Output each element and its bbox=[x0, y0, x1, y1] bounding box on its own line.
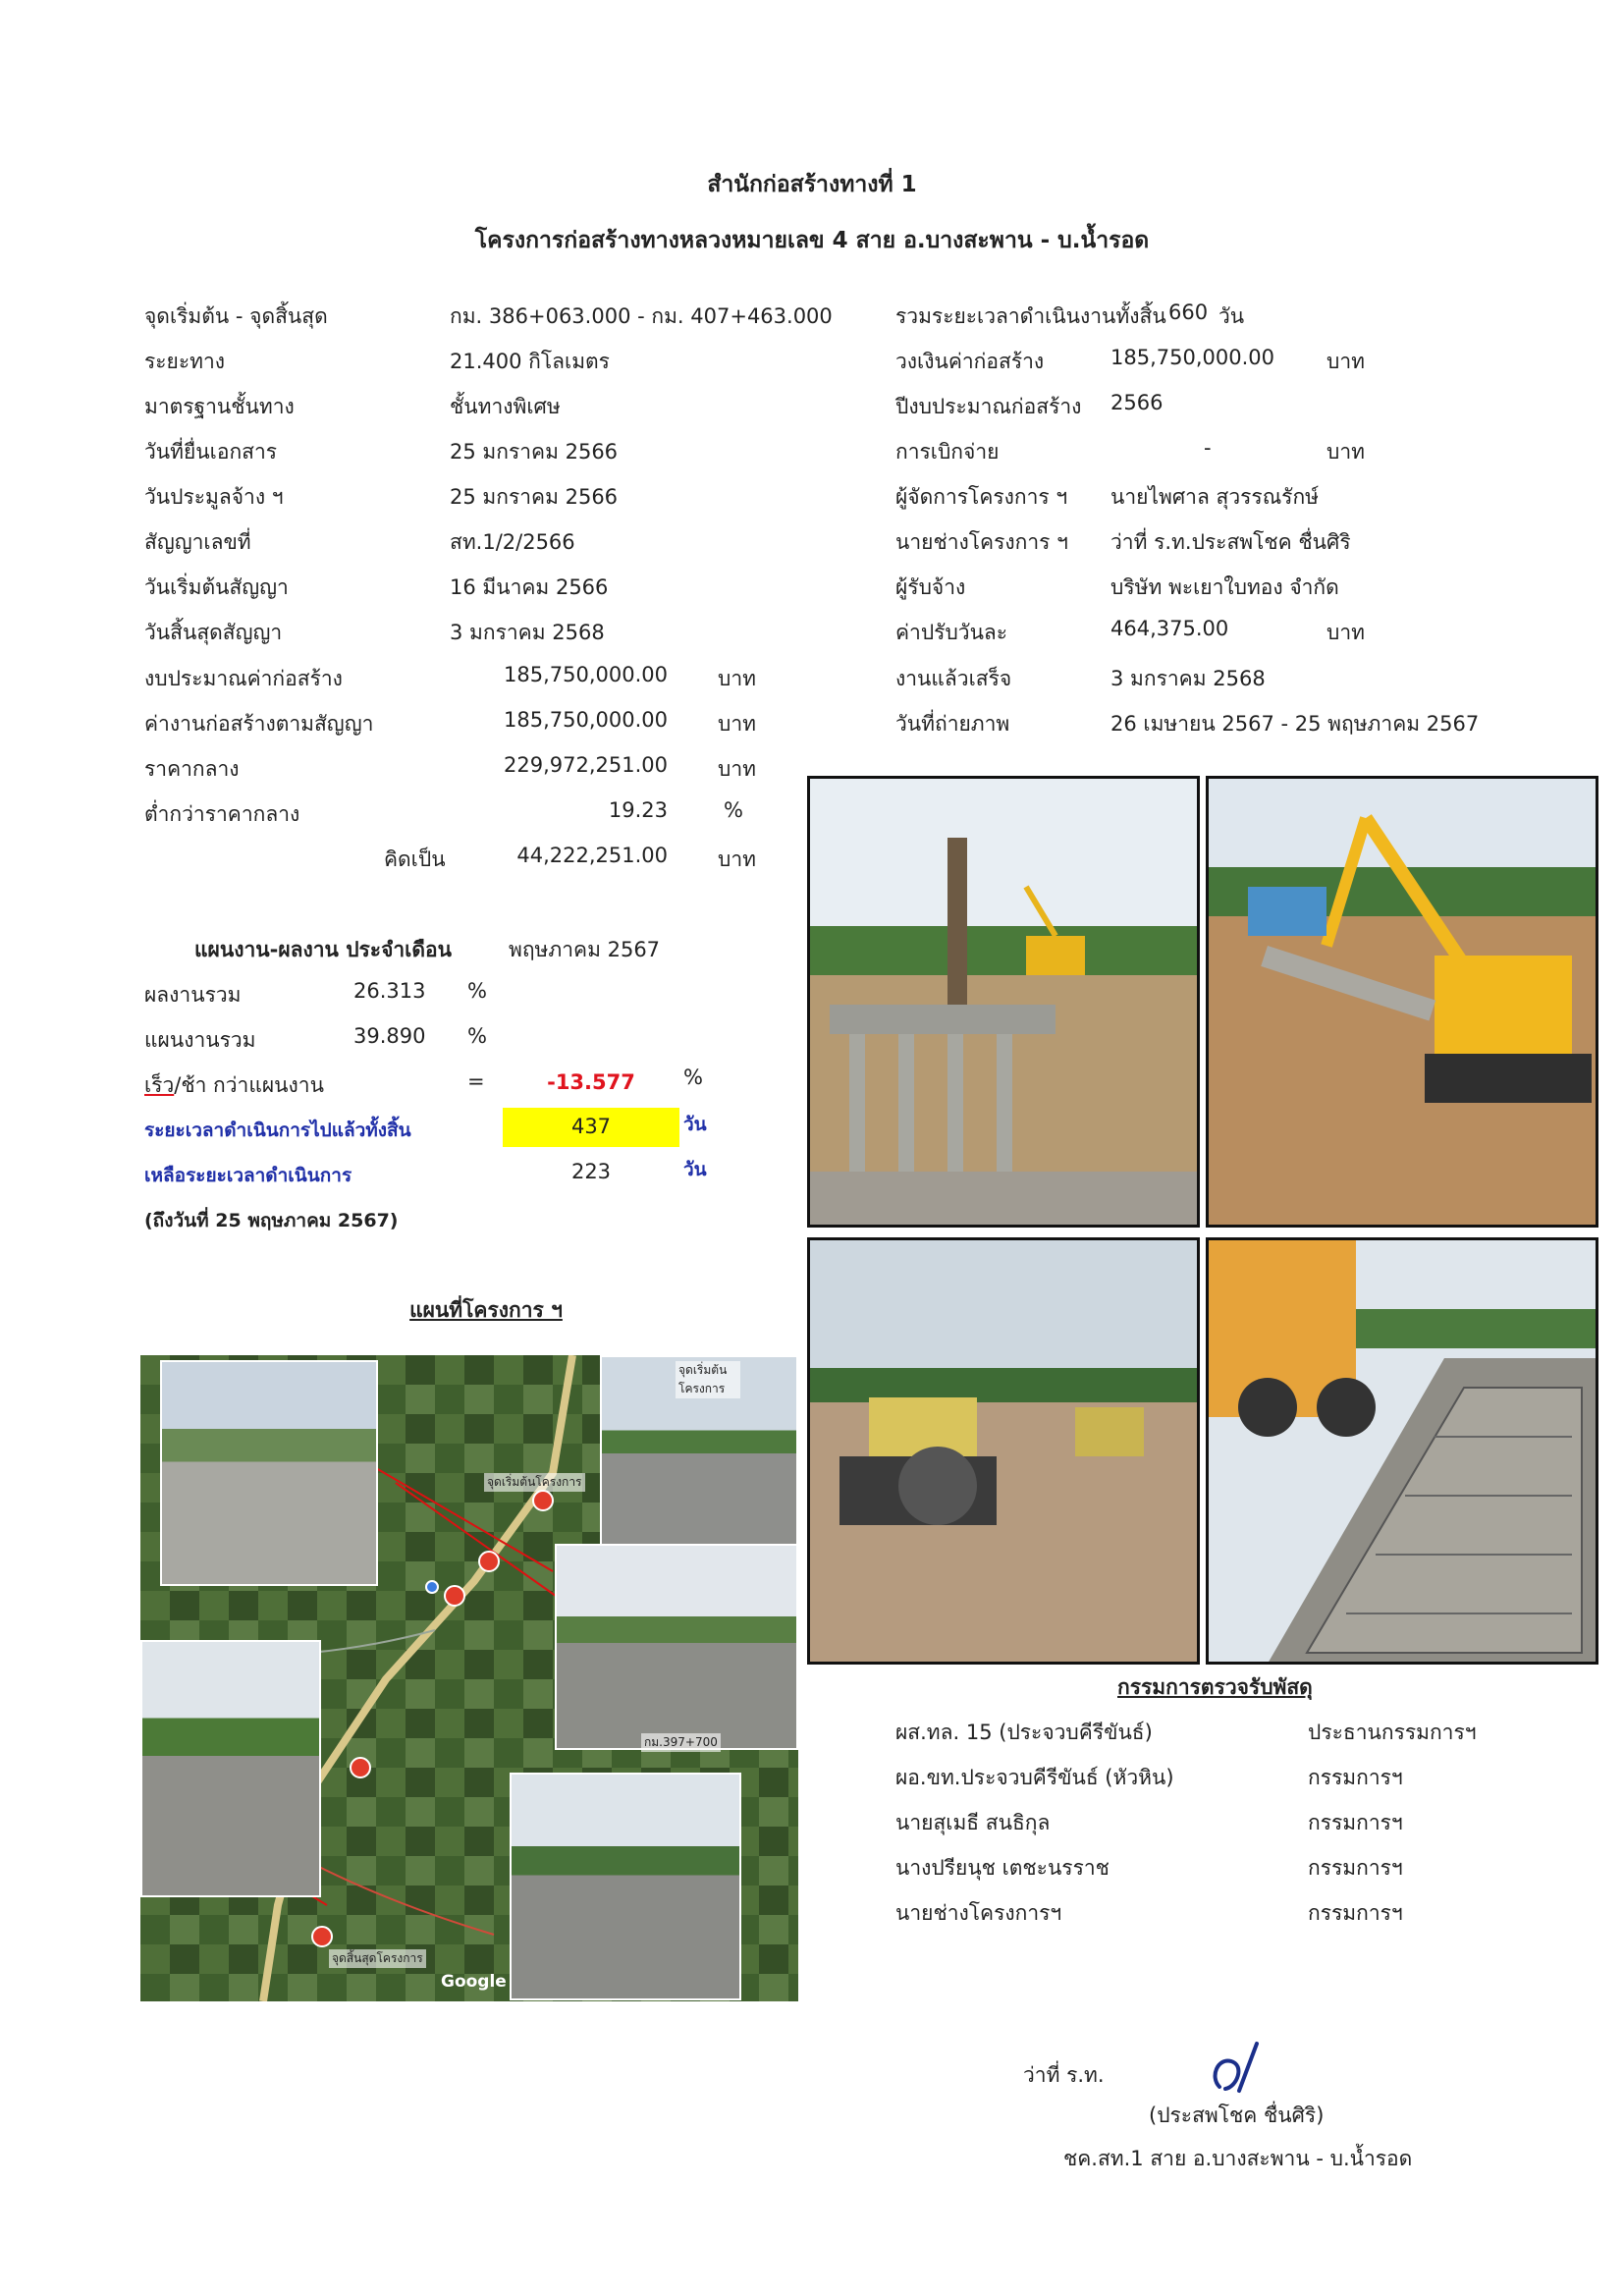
project-map bbox=[140, 1355, 798, 2001]
right-value: 26 เมษายน 2567 - 25 พฤษภาคม 2567 bbox=[1110, 712, 1480, 736]
map-inset-photo bbox=[510, 1773, 741, 2000]
budget-label: งบประมาณค่าก่อสร้าง bbox=[144, 667, 343, 690]
budget-label: ต่ำกว่าราคากลาง bbox=[144, 802, 300, 826]
excavator-graphic bbox=[1209, 779, 1597, 1227]
remaining-unit: วัน bbox=[683, 1159, 707, 1180]
info-label: วันประมูลจ้าง ฯ bbox=[144, 485, 284, 509]
committee-member-role: กรรมการฯ bbox=[1308, 1811, 1403, 1834]
budget-unit: % bbox=[724, 798, 743, 822]
right-value: - bbox=[1204, 436, 1212, 460]
start-inset-label: จุดเริ่มต้น โครงการ bbox=[676, 1361, 740, 1398]
concrete-pour-graphic bbox=[1209, 1240, 1597, 1664]
plan-value: 39.890 bbox=[353, 1024, 426, 1048]
committee-member-role: กรรมการฯ bbox=[1308, 1856, 1403, 1880]
right-label: ผู้รับจ้าง bbox=[895, 575, 966, 599]
info-value: ชั้นทางพิเศษ bbox=[450, 395, 561, 418]
budget-unit: บาท bbox=[718, 712, 756, 736]
map-inset-photo bbox=[140, 1640, 321, 1897]
right-unit: บาท bbox=[1326, 440, 1365, 464]
right-unit: บาท bbox=[1326, 350, 1365, 373]
end-point-label: จุดสิ้นสุดโครงการ bbox=[329, 1949, 426, 1968]
remaining-value: 223 bbox=[570, 1160, 612, 1183]
elapsed-value: 437 bbox=[570, 1115, 612, 1138]
signature-prefix: ว่าที่ ร.ท. bbox=[1023, 2063, 1105, 2087]
committee-member-name: นายช่างโครงการฯ bbox=[895, 1901, 1062, 1925]
remaining-label: เหลือระยะเวลาดำเนินการ bbox=[144, 1165, 352, 1186]
info-value: สท.1/2/2566 bbox=[450, 530, 575, 554]
info-label: ระยะทาง bbox=[144, 350, 226, 373]
info-label: จุดเริ่มต้น - จุดสิ้นสุด bbox=[144, 304, 328, 328]
info-label: วันเริ่มต้นสัญญา bbox=[144, 575, 289, 599]
map-heading: แผนที่โครงการ ฯ bbox=[409, 1298, 563, 1322]
google-logo: Google bbox=[441, 1972, 507, 1992]
right-value: นายไพศาล สุวรรณรักษ์ bbox=[1110, 485, 1320, 509]
map-inset-photo bbox=[600, 1355, 798, 1552]
right-value: 185,750,000.00 bbox=[1110, 346, 1274, 369]
office-title: สำนักก่อสร้างทางที่ 1 bbox=[707, 172, 917, 197]
info-label: วันที่ยื่นเอกสาร bbox=[144, 440, 278, 464]
committee-member-name: ผส.ทล. 15 (ประจวบคีรีขันธ์) bbox=[895, 1721, 1153, 1744]
plan-unit: % bbox=[467, 1024, 487, 1048]
info-label: มาตรฐานชั้นทาง bbox=[144, 395, 295, 418]
total-duration-value: 660 bbox=[1168, 301, 1209, 324]
info-label: วันสิ้นสุดสัญญา bbox=[144, 621, 283, 644]
budget-label: คิดเป็น bbox=[384, 847, 446, 871]
committee-heading: กรรมการตรวจรับพัสดุ bbox=[1117, 1675, 1313, 1699]
start-point-label: จุดเริ่มต้นโครงการ bbox=[484, 1473, 585, 1492]
right-label: งานแล้วเสร็จ bbox=[895, 667, 1012, 690]
budget-value: 44,222,251.00 bbox=[516, 844, 668, 867]
budget-value: 185,750,000.00 bbox=[504, 663, 668, 686]
info-value: 16 มีนาคม 2566 bbox=[450, 575, 609, 599]
elapsed-label: ระยะเวลาดำเนินการไปแล้วทั้งสิ้น bbox=[144, 1120, 411, 1141]
committee-member-name: ผอ.ขท.ประจวบคีรีขันธ์ (หัวหิน) bbox=[895, 1766, 1174, 1789]
budget-value: 185,750,000.00 bbox=[504, 708, 668, 732]
right-value: 464,375.00 bbox=[1110, 617, 1229, 640]
right-label: ผู้จัดการโครงการ ฯ bbox=[895, 485, 1068, 509]
plan-label: แผนงานรวม bbox=[144, 1028, 256, 1052]
diff-unit: % bbox=[683, 1066, 703, 1089]
right-value: บริษัท พะเยาใบทอง จำกัด bbox=[1110, 575, 1339, 599]
committee-member-role: ประธานกรรมการฯ bbox=[1308, 1721, 1477, 1744]
signature-position: ชค.สท.1 สาย อ.บางสะพาน - บ.น้ำรอด bbox=[1063, 2147, 1413, 2170]
budget-value: 19.23 bbox=[608, 798, 668, 822]
actual-label: ผลงานรวม bbox=[144, 983, 242, 1007]
as-of-date: (ถึงวันที่ 25 พฤษภาคม 2567) bbox=[144, 1210, 399, 1231]
right-label: ค่าปรับวันละ bbox=[895, 621, 1008, 644]
budget-unit: บาท bbox=[718, 667, 756, 690]
info-value: 21.400 กิโลเมตร bbox=[450, 350, 610, 373]
signature-name: (ประสพโชค ชื่นศิริ) bbox=[1149, 2104, 1325, 2127]
map-inset-photo bbox=[555, 1544, 798, 1750]
budget-label: ค่างานก่อสร้างตามสัญญา bbox=[144, 712, 374, 736]
budget-unit: บาท bbox=[718, 847, 756, 871]
committee-member-name: นางปรียนุช เตชะนรราช bbox=[895, 1856, 1110, 1880]
info-value: กม. 386+063.000 - กม. 407+463.000 bbox=[450, 304, 833, 328]
project-title: โครงการก่อสร้างทางหลวงหมายเลข 4 สาย อ.บางสะพาน - บ.น้ำรอด bbox=[474, 228, 1150, 253]
progress-title: แผนงาน-ผลงาน ประจำเดือน bbox=[194, 938, 452, 961]
info-value: 25 มกราคม 2566 bbox=[450, 440, 619, 464]
bridge-demolition-graphic bbox=[810, 779, 1199, 1227]
elapsed-unit: วัน bbox=[683, 1114, 707, 1135]
right-label: ปีงบประมาณก่อสร้าง bbox=[895, 395, 1082, 418]
diff-label-fast: เร็ว bbox=[144, 1073, 175, 1097]
info-value: 3 มกราคม 2568 bbox=[450, 621, 605, 644]
right-label: นายช่างโครงการ ฯ bbox=[895, 530, 1068, 554]
total-duration-unit: วัน bbox=[1218, 304, 1245, 328]
right-label: วงเงินค่าก่อสร้าง bbox=[895, 350, 1045, 373]
diff-label bbox=[144, 1069, 324, 1102]
right-label: การเบิกจ่าย bbox=[895, 440, 1000, 464]
actual-value: 26.313 bbox=[353, 979, 426, 1003]
right-value: 2566 bbox=[1110, 391, 1164, 414]
right-value: 3 มกราคม 2568 bbox=[1110, 667, 1266, 690]
site-photo-roller bbox=[807, 1237, 1200, 1665]
handwritten-signature bbox=[1200, 2038, 1278, 2106]
right-unit: บาท bbox=[1326, 621, 1365, 644]
diff-label-rest: /ช้า กว่าแผนงาน bbox=[174, 1073, 324, 1097]
committee-member-name: นายสุเมธี สนธิกุล bbox=[895, 1811, 1051, 1834]
progress-month: พฤษภาคม 2567 bbox=[509, 938, 661, 961]
site-photo-excavator bbox=[1206, 776, 1598, 1228]
actual-unit: % bbox=[467, 979, 487, 1003]
right-label: วันที่ถ่ายภาพ bbox=[895, 712, 1010, 736]
diff-value: -13.577 bbox=[547, 1070, 635, 1094]
budget-value: 229,972,251.00 bbox=[504, 753, 668, 777]
diff-equals: = bbox=[467, 1069, 485, 1093]
total-duration-label: รวมระยะเวลาดำเนินงานทั้งสิ้น bbox=[895, 304, 1166, 328]
site-photo-concrete bbox=[1206, 1237, 1598, 1665]
right-value: ว่าที่ ร.ท.ประสพโชค ชื่นศิริ bbox=[1110, 530, 1351, 554]
budget-label: ราคากลาง bbox=[144, 757, 240, 781]
budget-unit: บาท bbox=[718, 757, 756, 781]
km-label: กม.397+700 bbox=[641, 1733, 721, 1752]
committee-member-role: กรรมการฯ bbox=[1308, 1901, 1403, 1925]
map-inset-photo bbox=[160, 1360, 378, 1586]
site-photo-bridge bbox=[807, 776, 1200, 1228]
info-label: สัญญาเลขที่ bbox=[144, 530, 251, 554]
committee-member-role: กรรมการฯ bbox=[1308, 1766, 1403, 1789]
road-roller-graphic bbox=[810, 1240, 1199, 1664]
info-value: 25 มกราคม 2566 bbox=[450, 485, 619, 509]
